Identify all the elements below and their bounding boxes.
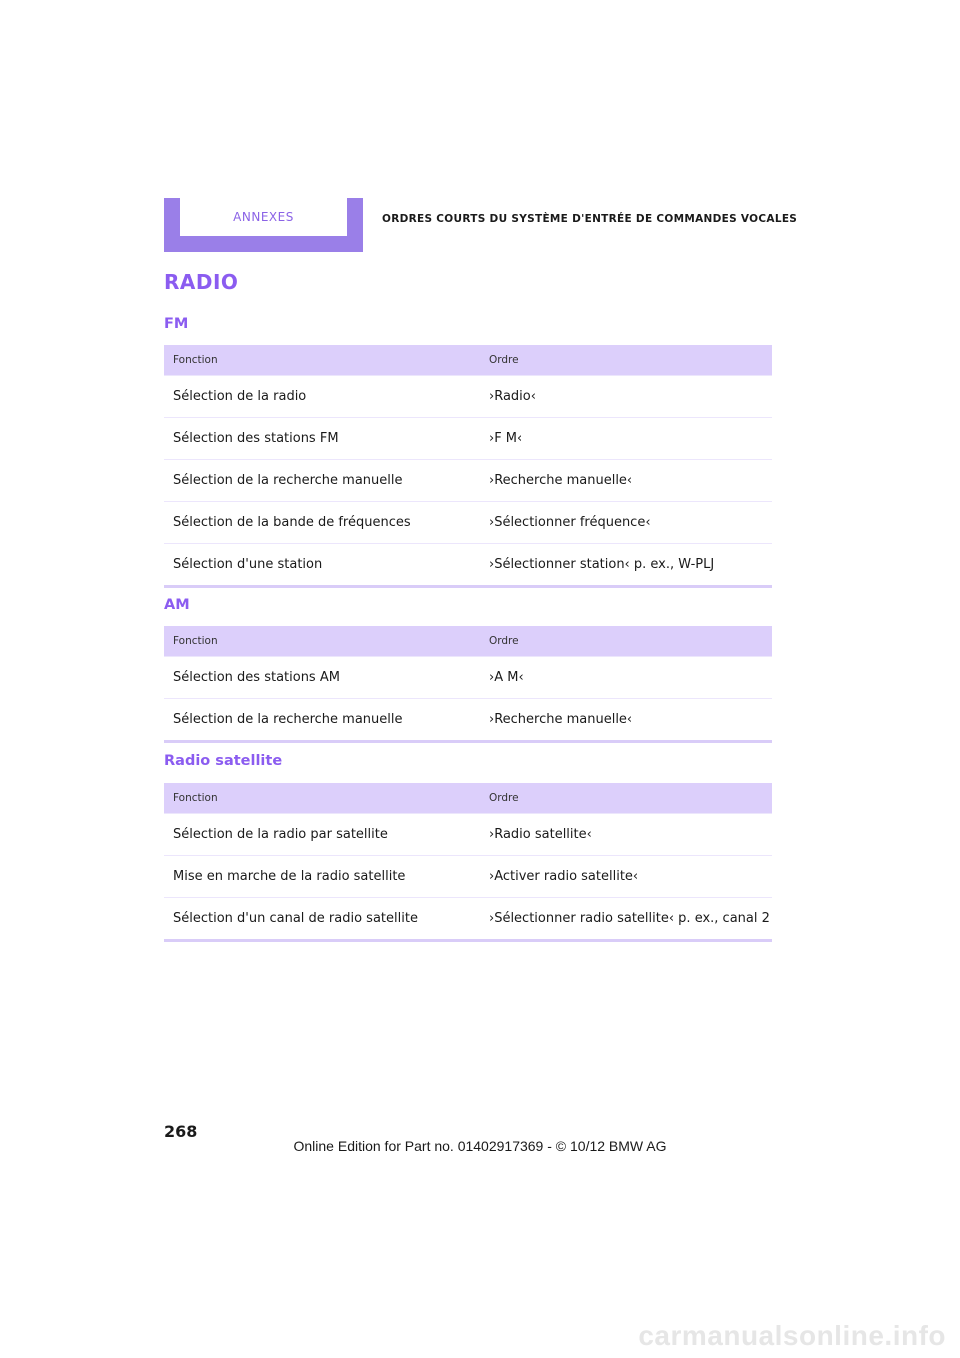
function-cell: Sélection de la recherche manuelle (173, 712, 403, 727)
command-cell: ›Sélectionner radio satellite‹ p. ex., canal 2 (489, 911, 770, 926)
table-row (164, 417, 772, 459)
satellite-heading: Radio satellite (164, 753, 283, 769)
column-header-function: Fonction (173, 354, 218, 366)
function-cell: Sélection de la radio par satellite (173, 827, 388, 842)
function-cell: Sélection des stations AM (173, 670, 340, 685)
satellite-table (164, 783, 772, 942)
function-cell: Sélection de la recherche manuelle (173, 473, 403, 488)
column-header-command: Ordre (489, 635, 519, 647)
command-cell: ›Sélectionner fréquence‹ (489, 515, 651, 530)
section-title: RADIO (164, 270, 239, 294)
command-cell: ›A M‹ (489, 670, 524, 685)
command-cell: ›Recherche manuelle‹ (489, 473, 633, 488)
function-cell: Sélection d'une station (173, 557, 323, 572)
footer-edition: Online Edition for Part no. 01402917369 - © 10/12 BMW AG (293, 1138, 667, 1154)
watermark: carmanualsonline.info (638, 1320, 946, 1351)
table-row (164, 698, 772, 740)
table-row (164, 459, 772, 501)
command-cell: ›Radio‹ (489, 389, 536, 404)
table-header (164, 345, 772, 375)
table-row (164, 501, 772, 543)
function-cell: Sélection des stations FM (173, 431, 339, 446)
table-row (164, 897, 772, 939)
column-header-command: Ordre (489, 792, 519, 804)
table-row (164, 543, 772, 585)
am-table (164, 626, 772, 743)
am-heading: AM (164, 597, 190, 613)
page-number: 268 (164, 1122, 198, 1141)
column-header-function: Fonction (173, 635, 218, 647)
fm-heading: FM (164, 316, 189, 332)
table-row (164, 813, 772, 855)
table-header (164, 783, 772, 813)
column-header-function: Fonction (173, 792, 218, 804)
function-cell: Sélection de la radio (173, 389, 307, 404)
command-cell: ›Recherche manuelle‹ (489, 712, 633, 727)
function-cell: Sélection d'un canal de radio satellite (173, 911, 418, 926)
running-title: ORDRES COURTS DU SYSTÈME D'ENTRÉE DE COMMANDES VOCALES (382, 213, 798, 225)
command-cell: ›Activer radio satellite‹ (489, 869, 639, 884)
table-row (164, 855, 772, 897)
column-header-command: Ordre (489, 354, 519, 366)
section-tab (164, 198, 363, 252)
section-tab-label: ANNEXES (180, 198, 347, 236)
table-header (164, 626, 772, 656)
function-cell: Mise en marche de la radio satellite (173, 869, 406, 884)
command-cell: ›Sélectionner station‹ p. ex., W-PLJ (489, 557, 715, 572)
table-row (164, 656, 772, 698)
command-cell: ›Radio satellite‹ (489, 827, 592, 842)
table-row (164, 375, 772, 417)
function-cell: Sélection de la bande de fréquences (173, 515, 411, 530)
fm-table (164, 345, 772, 588)
command-cell: ›F M‹ (489, 431, 523, 446)
